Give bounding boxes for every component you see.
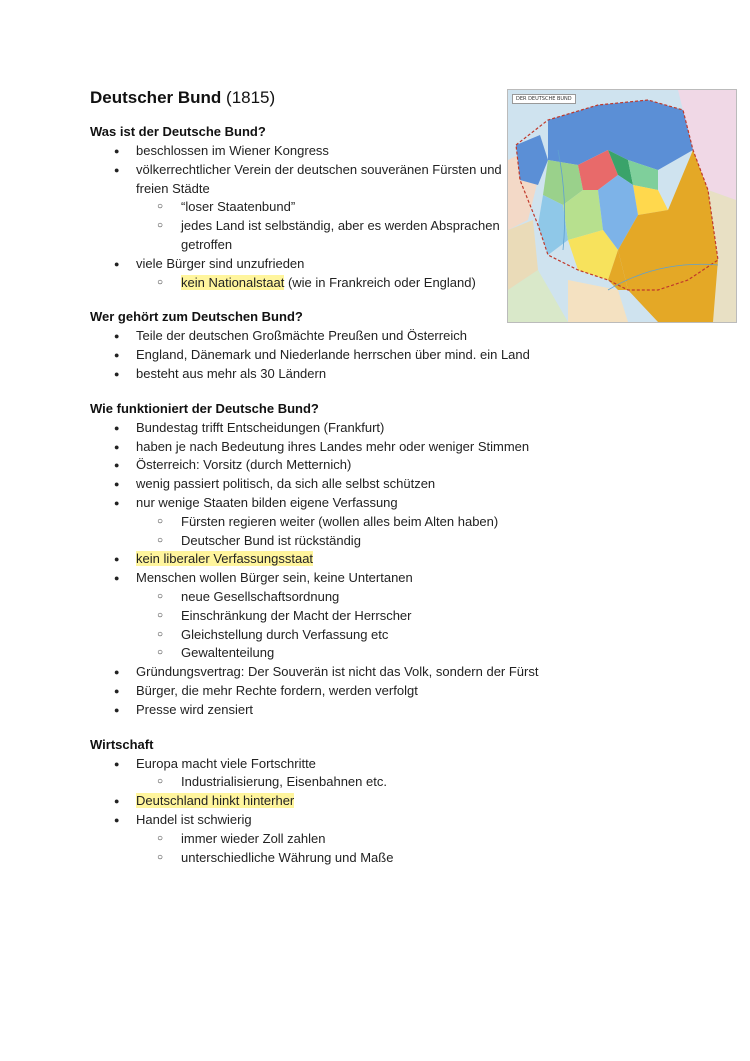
list-item-rest: (wie in Frankreich oder England) (284, 274, 476, 290)
list-item: ● Bundestag trifft Entscheidungen (Frankfurt) (90, 419, 730, 438)
section-how (90, 401, 730, 720)
list-item: ● Teile der deutschen Großmächte Preußen und Österreich (90, 327, 730, 346)
sub-list-item: ○ neue Gesellschaftsordnung (90, 588, 730, 607)
list-item: ● Presse wird zensiert (90, 701, 730, 720)
confederation-map (507, 89, 737, 323)
list-item: ● beschlossen im Wiener Kongress (90, 142, 730, 161)
section-heading: Was ist der Deutsche Bund? (90, 124, 266, 139)
sub-list-item: ○ jedes Land ist selbständig, aber es werden Absprachen getroffen (90, 217, 511, 255)
list-item: ● viele Bürger sind unzufrieden (90, 255, 730, 274)
list-item: ● haben je nach Bedeutung ihres Landes mehr oder weniger Stimmen (90, 438, 730, 457)
sub-list-item: ○ Gleichstellung durch Verfassung etc (90, 626, 730, 645)
list-item: ● Europa macht viele Fortschritte (90, 755, 730, 774)
highlighted-text: Deutschland hinkt hinterher (136, 793, 295, 809)
list-item: ● England, Dänemark und Niederlande herrschen über mind. ein Land (90, 346, 730, 365)
sub-list-item: ○ Gewaltenteilung (90, 644, 730, 663)
list-item: ● wenig passiert politisch, da sich alle selbst schützen (90, 475, 730, 494)
section-heading: Wer gehört zum Deutschen Bund? (90, 309, 303, 325)
sub-list-item: ○ “loser Staatenbund” (90, 198, 730, 217)
highlighted-text: kein liberaler Verfassungsstaat (136, 551, 314, 567)
map-illustration (508, 90, 736, 322)
list-item: ● Gründungsvertrag: Der Souverän ist nicht das Volk, sondern der Fürst (90, 663, 730, 682)
sub-list-item: ○ Fürsten regieren weiter (wollen alles beim Alten haben) (90, 513, 730, 532)
sub-list-item: ○ Industrialisierung, Eisenbahnen etc. (90, 773, 730, 792)
list-item: ● Bürger, die mehr Rechte fordern, werden verfolgt (90, 682, 730, 701)
section-heading: Wie funktioniert der Deutsche Bund? (90, 400, 319, 416)
section-heading: Wirtschaft (90, 736, 154, 752)
sub-list-item: ○ Deutscher Bund ist rückständig (90, 532, 730, 551)
list-item: ● nur wenige Staaten bilden eigene Verfassung (90, 494, 730, 513)
list-item: ● Österreich: Vorsitz (durch Metternich) (90, 456, 730, 475)
section-economy (90, 737, 730, 868)
list-item (90, 792, 730, 811)
list-item: ● völkerrechtlicher Verein der deutschen souveränen Fürsten und freien Städte (90, 161, 506, 199)
sub-list-item: ○ Einschränkung der Macht der Herrscher (90, 607, 730, 626)
highlighted-text: kein Nationalstaat (181, 274, 285, 290)
bullet-list (90, 327, 730, 383)
title-year: (1815) (226, 88, 276, 107)
sub-list-item: ○ unterschiedliche Währung und Maße (90, 849, 730, 868)
list-item: ● Handel ist schwierig (90, 811, 730, 830)
sub-list-item: ○ immer wieder Zoll zahlen (90, 830, 730, 849)
list-item: ● Menschen wollen Bürger sein, keine Untertanen (90, 569, 730, 588)
bullet-list (90, 755, 730, 868)
title-main: Deutscher Bund (90, 88, 222, 107)
list-item: ● besteht aus mehr als 30 Ländern (90, 365, 730, 384)
map-caption: DER DEUTSCHE BUND (512, 94, 576, 104)
bullet-list (90, 419, 730, 720)
list-item (90, 550, 730, 569)
